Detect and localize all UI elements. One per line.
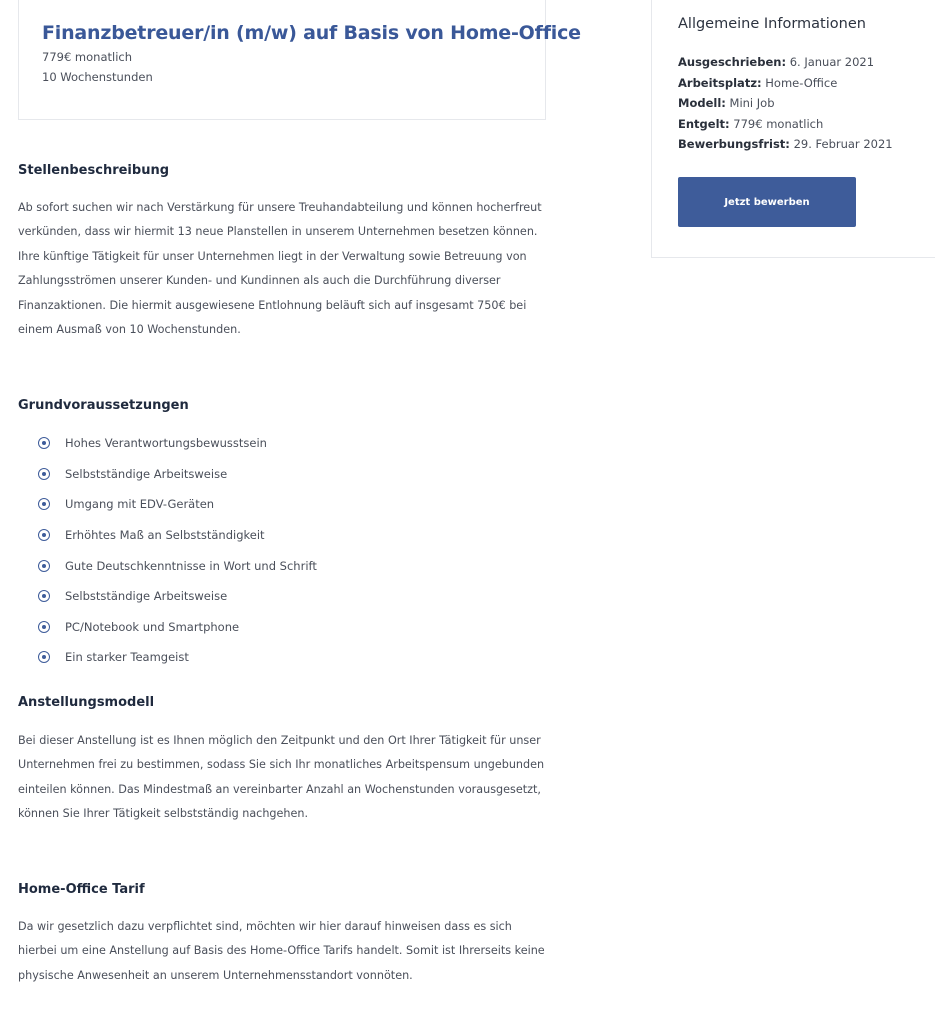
employment-title: Anstellungsmodell <box>18 695 155 710</box>
info-label: Entgelt: <box>678 116 730 131</box>
circle-dot-icon <box>38 468 50 480</box>
description-title: Stellenbeschreibung <box>18 163 170 178</box>
requirement-text: Erhöhtes Maß an Selbstständigkeit <box>65 528 265 543</box>
circle-dot-icon <box>38 529 50 541</box>
requirement-text: Gute Deutschkenntnisse in Wort und Schrift <box>65 558 317 573</box>
circle-dot-icon <box>38 560 50 572</box>
list-item <box>38 489 317 520</box>
circle-dot-icon <box>38 621 50 633</box>
circle-dot-icon <box>38 498 50 510</box>
requirements-title: Grundvoraussetzungen <box>18 398 189 413</box>
general-info-list <box>678 52 893 155</box>
requirement-text: PC/Notebook und Smartphone <box>65 619 240 634</box>
general-info-title: Allgemeine Informationen <box>678 16 866 32</box>
tariff-title: Home-Office Tarif <box>18 882 145 897</box>
job-title: Finanzbetreuer/in (m/w) auf Basis von Home-Office <box>42 22 581 44</box>
info-value: 6. Januar 2021 <box>789 55 875 69</box>
list-item <box>38 612 317 643</box>
job-salary: 779€ monatlich <box>42 50 133 64</box>
requirement-text: Umgang mit EDV-Geräten <box>65 497 215 512</box>
info-value: Home-Office <box>765 75 838 90</box>
employment-text: Bei dieser Anstellung ist es Ihnen möglich den Zeitpunkt und den Ort Ihrer Tätigkeit für unser Unternehmen frei zu bestimmen, sodass Sie sich Ihr monatliches Arbeitspensum ungebunden einteilen können. Das Mindestmaß an vereinbarter Anzahl an Wochenstunden vorausgesetzt, können Sie Ihrer Tätigkeit selbstständig nachgehen. <box>18 734 545 821</box>
circle-dot-icon <box>38 651 50 663</box>
list-item <box>38 459 317 490</box>
info-value: Mini Job <box>729 96 775 110</box>
info-item-workplace <box>678 73 893 94</box>
circle-dot-icon <box>38 437 50 449</box>
info-label: Modell: <box>678 96 726 110</box>
list-item <box>38 642 317 673</box>
info-value: 779€ monatlich <box>733 116 824 131</box>
description-text: Ab sofort suchen wir nach Verstärkung für unsere Treuhandabteilung und können hocherfreut verkünden, dass wir hiermit 13 neue Planstellen in unserem Unternehmen besetzen können. Ihre künftige Tätigkeit für unser Unternehmen liegt in der Verwaltung sowie Betreuung von Zahlungsströmen unserer Kunden- und Kundinnen als auch die Durchführung diverser Finanzaktionen. Die hiermit ausgewiesene Entlohnung beläuft sich auf insgesamt 750€ bei einem Ausmaß von 10 Wochenstunden. <box>18 201 542 337</box>
general-info-card <box>651 0 935 258</box>
requirement-text: Ein starker Teamgeist <box>65 650 189 665</box>
job-header-card <box>18 0 581 120</box>
list-item <box>38 520 317 551</box>
info-label: Arbeitsplatz: <box>678 75 762 90</box>
list-item <box>38 550 317 581</box>
info-item-salary <box>678 114 893 135</box>
requirements-list <box>38 428 317 673</box>
info-label: Bewerbungsfrist: <box>678 137 790 151</box>
circle-dot-icon <box>38 590 50 602</box>
requirement-text: Selbstständige Arbeitsweise <box>65 466 228 481</box>
job-hours: 10 Wochenstunden <box>42 70 153 84</box>
list-item <box>38 428 317 459</box>
info-item-deadline <box>678 134 893 155</box>
list-item <box>38 581 317 612</box>
info-item-model <box>678 93 893 114</box>
info-item-published <box>678 52 893 73</box>
tariff-text: Da wir gesetzlich dazu verpflichtet sind, möchten wir hier darauf hinweisen dass es sich hierbei um eine Anstellung auf Basis des Home-Office Tarifs handelt. Somit ist Ihrerseits keine physische Anwesenheit an unserem Unternehmensstandort vonnöten. <box>18 920 545 982</box>
info-value: 29. Februar 2021 <box>793 137 893 151</box>
apply-button[interactable]: Jetzt bewerben <box>678 177 856 227</box>
requirement-text: Selbstständige Arbeitsweise <box>65 589 228 604</box>
info-label: Ausgeschrieben: <box>678 55 787 69</box>
requirement-text: Hohes Verantwortungsbewusstsein <box>65 436 267 451</box>
